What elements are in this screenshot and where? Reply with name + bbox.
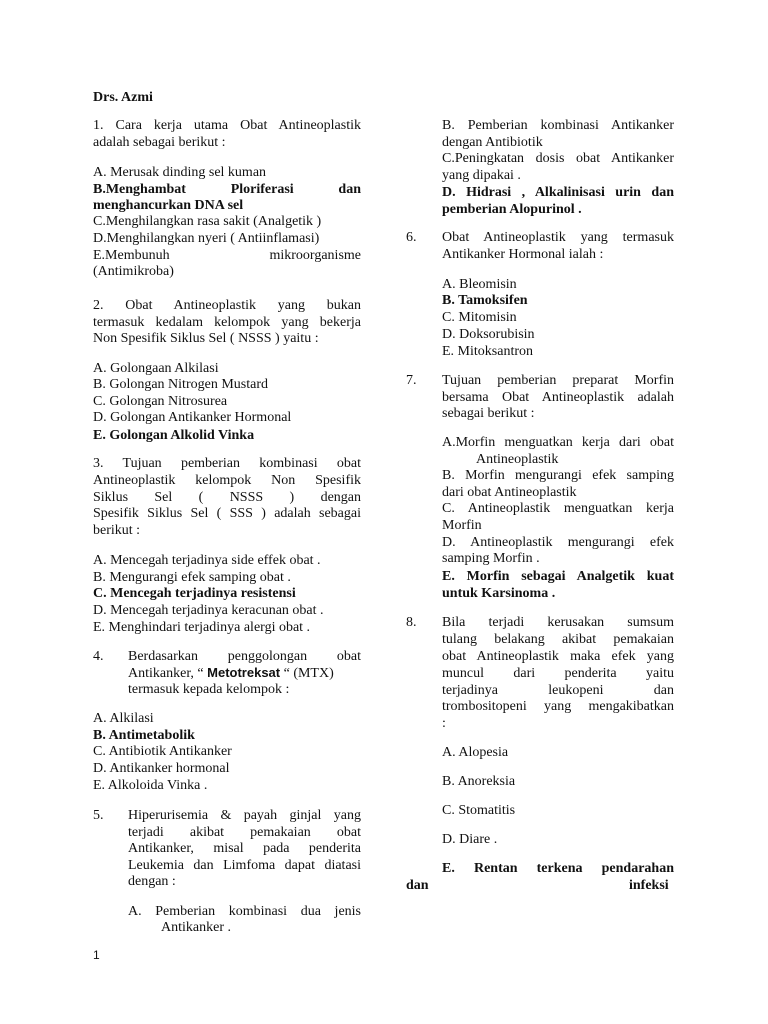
q1-prompt-line2: adalah sebagai berikut :	[93, 135, 226, 150]
q1-option-e-line2: (Antimikroba)	[93, 264, 174, 279]
q4-option-a: A. Alkilasi	[93, 711, 154, 726]
q8-prompt-line3: obat Antineoplastik maka efek yang	[442, 649, 674, 664]
q8-prompt-line6: trombositopeni yang mengakibatkan	[442, 699, 674, 714]
q5-option-d-line2: pemberian Alopurinol .	[442, 202, 582, 217]
q8-option-a: A. Alopesia	[442, 745, 509, 760]
q2-prompt-line3: Non Spesifik Siklus Sel ( NSSS ) yaitu :	[93, 331, 319, 346]
q7-option-d-line1: D. Antineoplastik mengurangi efek	[442, 535, 674, 550]
q4-prompt-line2: Antikanker, “ Metotreksat “ (MTX)	[128, 665, 334, 681]
q7-prompt-line3: sebagai berikut :	[442, 406, 535, 421]
page-number: 1	[93, 948, 100, 962]
q5-prompt-line5: dengan :	[128, 874, 176, 889]
q7-option-a-line1: A.Morfin menguatkan kerja dari obat	[442, 435, 674, 450]
q5-option-a-line2: Antikanker .	[161, 920, 231, 935]
q4-number: 4.	[93, 649, 104, 664]
q5-number: 5.	[93, 808, 104, 823]
q3-prompt-line1: 3. Tujuan pemberian kombinasi obat	[93, 456, 361, 471]
q5-option-c-line1: C.Peningkatan dosis obat Antikanker	[442, 151, 674, 166]
q1-option-b-line1: B.Menghambat Ploriferasi dan	[93, 182, 361, 197]
q7-number: 7.	[406, 373, 417, 388]
q4-option-d: D. Antikanker hormonal	[93, 761, 230, 776]
q1-option-e-line1: E.Membunuh mikroorganisme	[93, 248, 361, 263]
q8-prompt-line4: muncul dari penderita yaitu	[442, 666, 674, 681]
q7-option-a-line2: Antineoplastik	[476, 452, 559, 467]
q5-prompt-line3: Antikanker, misal pada penderita	[128, 841, 361, 856]
q3-option-e: E. Menghindari terjadinya alergi obat .	[93, 620, 311, 635]
q4-option-c: C. Antibiotik Antikanker	[93, 744, 232, 759]
q6-option-e: E. Mitoksantron	[442, 344, 533, 359]
q7-option-d-line2: samping Morfin .	[442, 551, 540, 566]
q6-number: 6.	[406, 230, 417, 245]
q4-option-b: B. Antimetabolik	[93, 728, 195, 743]
q6-prompt-line1: Obat Antineoplastik yang termasuk	[442, 230, 674, 245]
q6-option-b: B. Tamoksifen	[442, 293, 528, 308]
q3-prompt-line2: Antineoplastik kelompok Non Spesifik	[93, 473, 361, 488]
q7-option-e-line1: E. Morfin sebagai Analgetik kuat	[442, 569, 674, 584]
q7-option-e-line2: untuk Karsinoma .	[442, 586, 556, 601]
q8-number: 8.	[406, 615, 417, 630]
q5-prompt-line1: Hiperurisemia & payah ginjal yang	[128, 808, 361, 823]
author-heading: Drs. Azmi	[93, 90, 153, 105]
q3-prompt-line4: Spesifik Siklus Sel ( SSS ) adalah sebagai	[93, 506, 361, 521]
q5-option-b-line1: B. Pemberian kombinasi Antikanker	[442, 118, 674, 133]
q5-option-c-line2: yang dipakai .	[442, 168, 521, 183]
q7-option-b-line1: B. Morfin mengurangi efek samping	[442, 468, 674, 483]
q1-option-b-line2: menghancurkan DNA sel	[93, 198, 244, 213]
q8-prompt-line1: Bila terjadi kerusakan sumsum	[442, 615, 674, 630]
q8-option-d: D. Diare .	[442, 832, 498, 847]
q2-option-c: C. Golongan Nitrosurea	[93, 394, 228, 409]
q7-option-c-line1: C. Antineoplastik menguatkan kerja	[442, 501, 674, 516]
q8-option-e-line2-start: dan	[406, 878, 429, 893]
q3-option-d: D. Mencegah terjadinya keracunan obat .	[93, 603, 324, 618]
q4-prompt-line3: termasuk kepada kelompok :	[128, 682, 290, 697]
q8-prompt-line2: tulang belakang akibat pemakaian	[442, 632, 674, 647]
q5-option-b-line2: dengan Antibiotik	[442, 135, 543, 150]
q7-prompt-line2: bersama Obat Antineoplastik adalah	[442, 390, 674, 405]
q2-option-a: A. Golongaan Alkilasi	[93, 361, 219, 376]
q7-option-b-line2: dari obat Antineoplastik	[442, 485, 577, 500]
q8-prompt-line5: terjadinya leukopeni dan	[442, 683, 674, 698]
q8-option-e-line1: E. Rentan terkena pendarahan	[442, 861, 674, 876]
q3-option-c: C. Mencegah terjadinya resistensi	[93, 586, 296, 601]
q2-option-b: B. Golongan Nitrogen Mustard	[93, 377, 268, 392]
q8-option-e-line2-end: infeksi	[629, 878, 669, 893]
q4-prompt-line1: Berdasarkan penggolongan obat	[128, 649, 361, 664]
q5-option-d-line1: D. Hidrasi , Alkalinisasi urin dan	[442, 185, 674, 200]
q2-option-e: E. Golongan Alkolid Vinka	[93, 428, 255, 443]
q6-prompt-line2: Antikanker Hormonal ialah :	[442, 247, 604, 262]
q1-option-a: A. Merusak dinding sel kuman	[93, 165, 267, 180]
q8-prompt-line7: :	[442, 716, 446, 731]
q5-prompt-line4: Leukemia dan Limfoma dapat diatasi	[128, 858, 361, 873]
q6-option-d: D. Doksorubisin	[442, 327, 535, 342]
q1-option-c: C.Menghilangkan rasa sakit (Analgetik )	[93, 214, 322, 229]
q7-prompt-line1: Tujuan pemberian preparat Morfin	[442, 373, 674, 388]
q3-option-a: A. Mencegah terjadinya side effek obat .	[93, 553, 321, 568]
q6-option-c: C. Mitomisin	[442, 310, 517, 325]
q2-prompt-line1: 2. Obat Antineoplastik yang bukan	[93, 298, 361, 313]
q8-option-c: C. Stomatitis	[442, 803, 516, 818]
q4-drug-name: Metotreksat	[207, 665, 281, 680]
q7-option-c-line2: Morfin	[442, 518, 482, 533]
q3-prompt-line3: Siklus Sel ( NSSS ) dengan	[93, 490, 361, 505]
q2-option-d: D. Golongan Antikanker Hormonal	[93, 410, 292, 425]
q2-prompt-line2: termasuk kedalam kelompok yang bekerja	[93, 315, 361, 330]
q5-prompt-line2: terjadi akibat pemakaian obat	[128, 825, 361, 840]
q3-prompt-line5: berikut :	[93, 523, 141, 538]
q6-option-a: A. Bleomisin	[442, 277, 517, 292]
q3-option-b: B. Mengurangi efek samping obat .	[93, 570, 291, 585]
q1-prompt-line1: 1. Cara kerja utama Obat Antineoplastik	[93, 118, 361, 133]
q1-option-d: D.Menghilangkan nyeri ( Antiinflamasi)	[93, 231, 320, 246]
q5-option-a-line1: A. Pemberian kombinasi dua jenis	[128, 904, 361, 919]
q8-option-b: B. Anoreksia	[442, 774, 516, 789]
q4-option-e: E. Alkoloida Vinka .	[93, 778, 208, 793]
